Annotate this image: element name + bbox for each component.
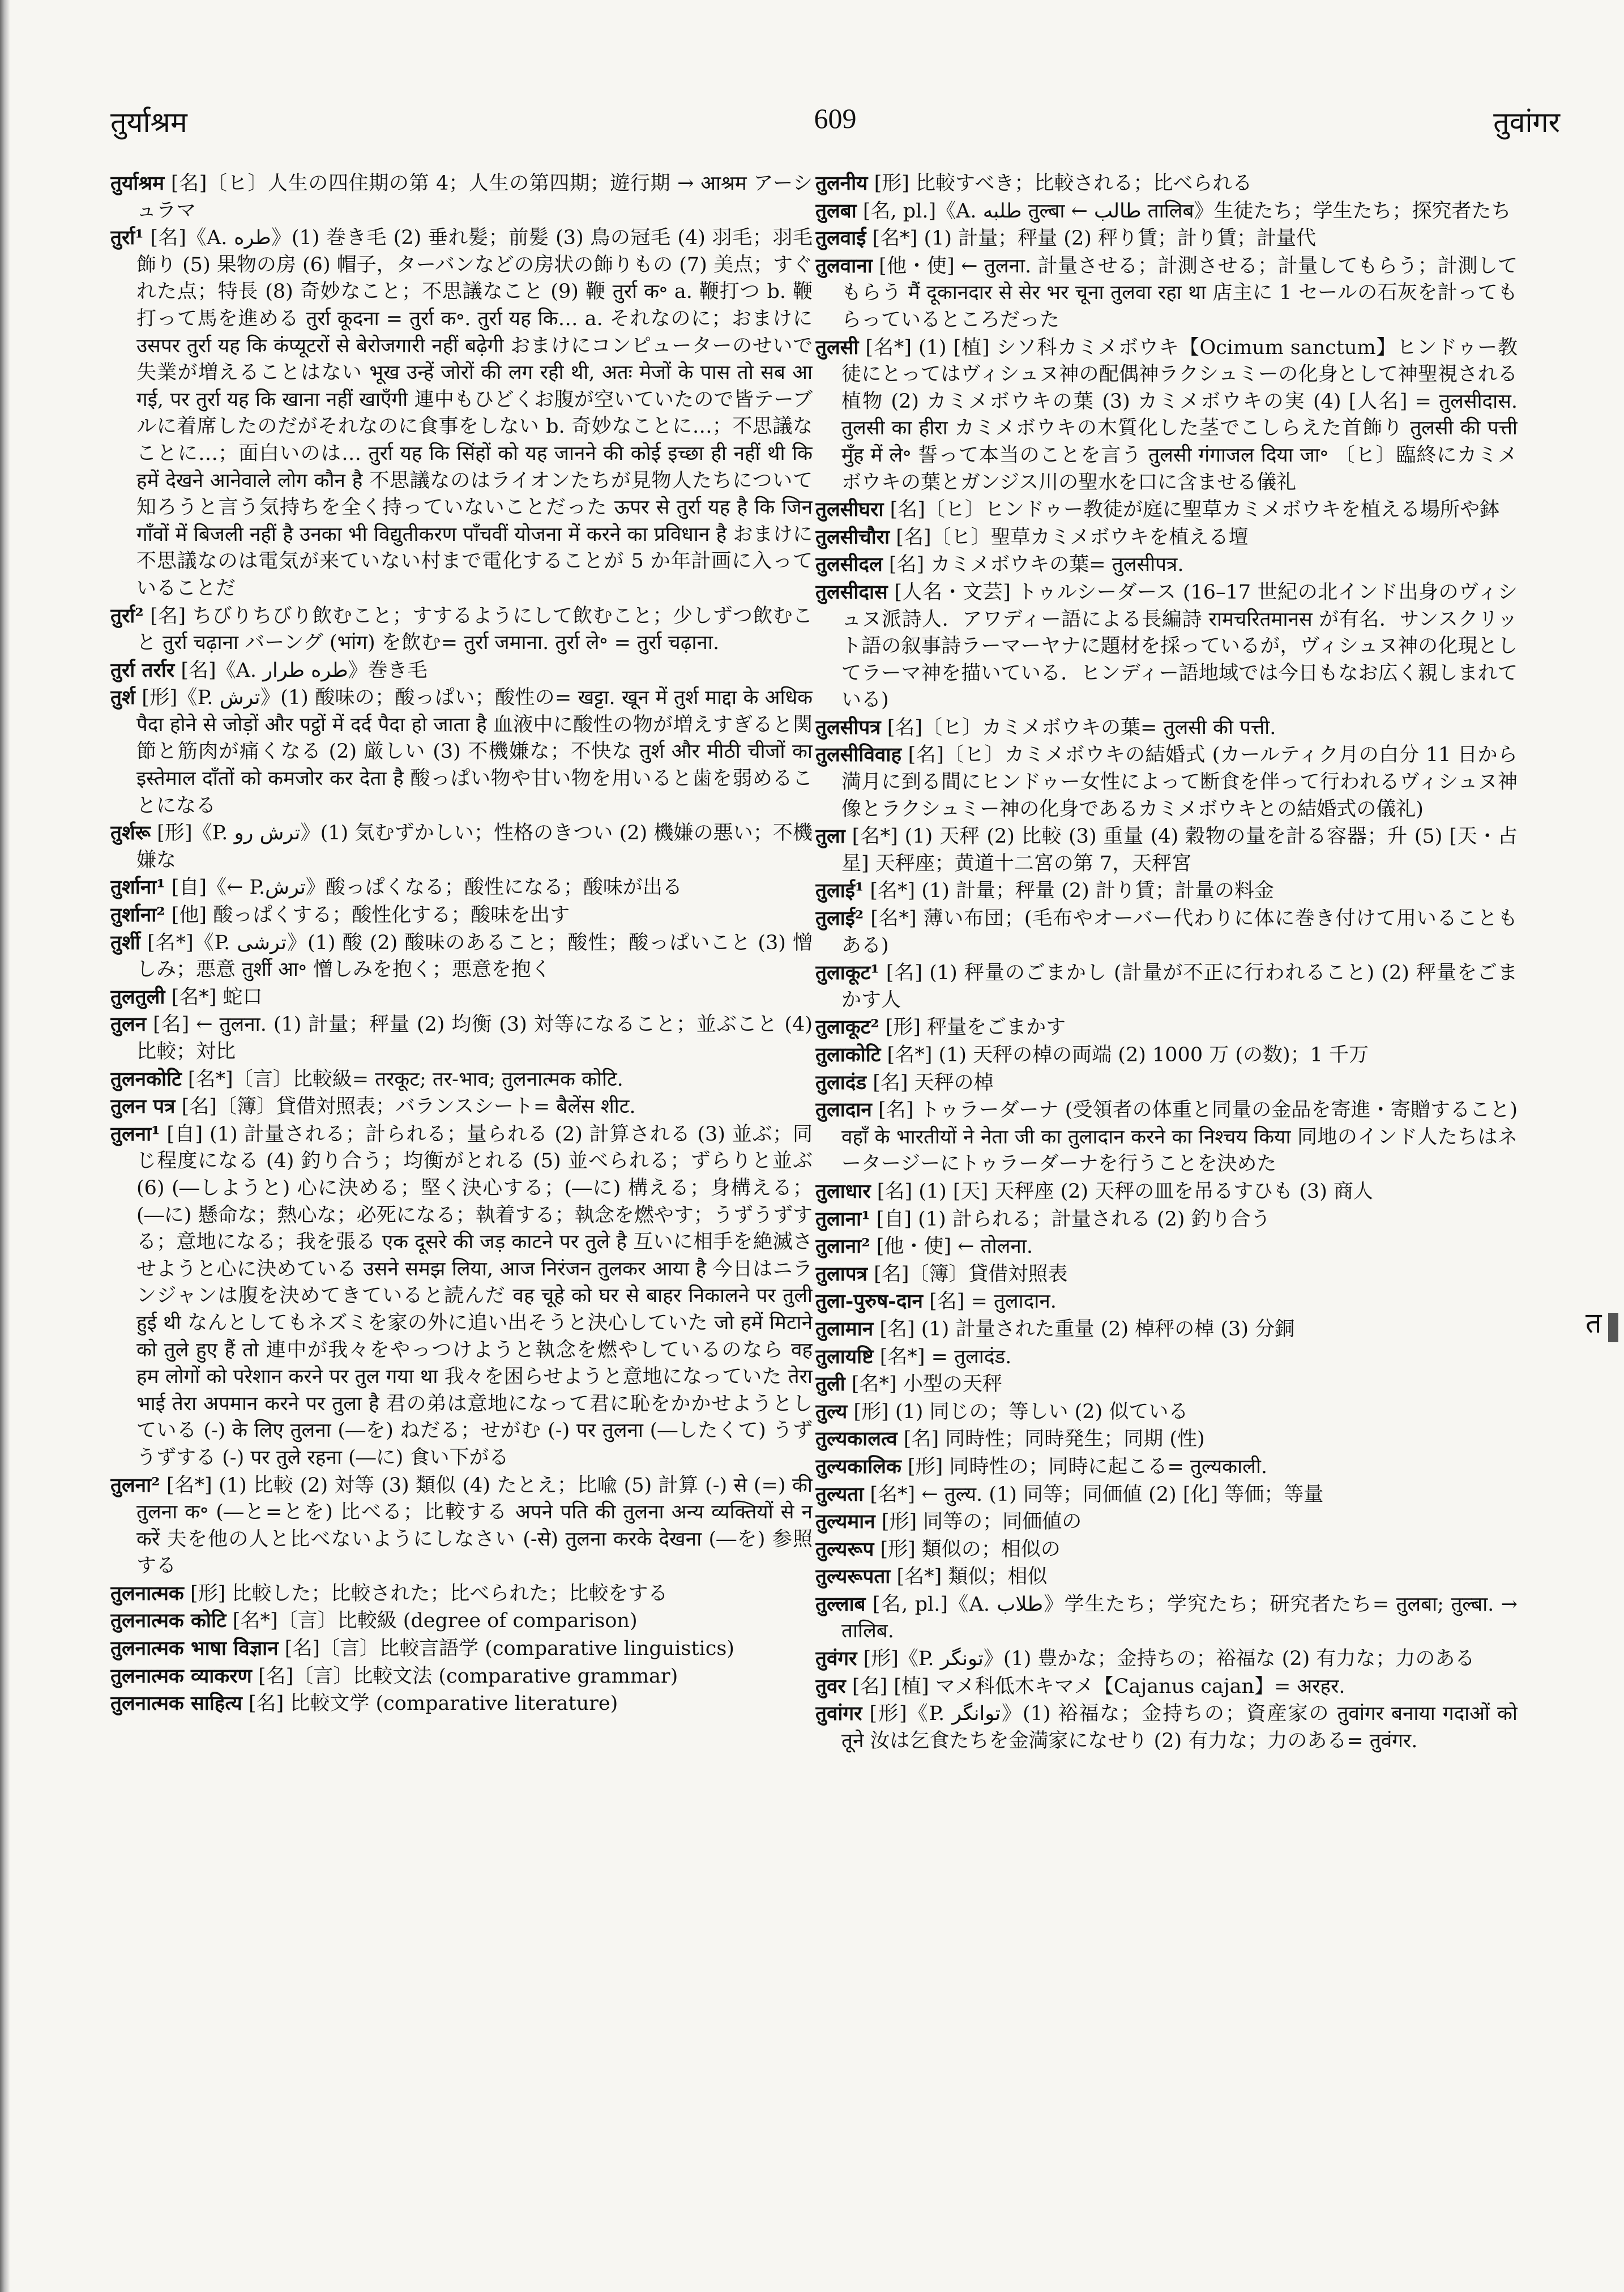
entry-definition: [名*] (1) 天秤 (2) 比較 (3) 重量 (4) 穀物の量を計る容器；升 (5) [天・占星] 天秤座；黄道十二宮の第 7，天秤宮: [841, 825, 1518, 875]
header-right-guide-word: तुवांगर: [1493, 106, 1560, 139]
entry-headword: तुल्यमान: [815, 1510, 875, 1534]
entry-definition: [形] 秤量をごまかす: [885, 1016, 1066, 1039]
dictionary-entry: [815, 253, 1518, 334]
entry-headword: तुलसीपत्र: [815, 715, 881, 739]
dictionary-entry: [110, 1635, 813, 1663]
entry-definition: [形]《P. ترش رو》(1) 気むずかしい；性格のきつい (2) 機嫌の悪い；不機嫌な: [136, 822, 813, 872]
entry-definition: [名] [植] マメ科低木キマメ【Cajanus cajan】= अरहर.: [852, 1675, 1345, 1698]
entry-definition: [名]〔ヒ〕人生の四住期の第 4；人生の第四期；遊行期 → आश्रम アーシュラマ: [136, 172, 813, 222]
dictionary-entry: [815, 714, 1518, 742]
entry-headword: तुल्य: [815, 1399, 848, 1423]
entry-headword: तुलनकोटि: [110, 1067, 182, 1091]
entry-definition: [形]《P. ترش》(1) 酸味の；酸っぱい；酸性の= खट्टा. खून में तुर्श माद्दा के अधिक पैदा होने से जोड़ों और पट्ठों में दर्द पैदा हो जाता है 血液中に酸性の物が増えすぎると関節と筋肉が痛くなる (2) 厳しい (3) 不機嫌な；不快な तुर्श और मीठी चीजों का इस्तेमाल दाँतों को कमजोर कर देता है 酸っぱい物や甘い物を用いると歯を弱めることになる: [136, 686, 813, 817]
entry-headword: तुला-पुरुष-दान: [815, 1290, 923, 1313]
dictionary-entry: [815, 1425, 1518, 1453]
dictionary-entry: [815, 524, 1518, 552]
entry-definition: [形] 同等の；同価値の: [881, 1510, 1082, 1534]
entry-headword: तुलसीचौरा: [815, 525, 890, 549]
entry-definition: [名*] (1) 天秤の棹の両端 (2) 1000 万 (の数)；1 千万: [887, 1044, 1369, 1066]
left-column: [110, 170, 813, 2209]
entry-definition: [名*] (1) [植] シソ科カミメボウキ【Ocimum sanctum】ヒンドゥー教徒にとってはヴィシュヌ神の配偶神ラクシュミーの化身として神聖視される植物 (2) カミメボウキの葉 (3) カミメボウキの実 (4) [人名] = तुलसीदास. तुलसी का हीरा カミメボウキの木質化した茎でこしらえた首飾り तुलसी की पत्ती मुँह में ले॰ 誓って本当のことを言う तुलसी गंगाजल दिया जा॰ 〔ヒ〕臨終にカミメボウキの葉とガンジス川の聖水を口に含ませる儀礼: [841, 336, 1518, 494]
entry-definition: [名]〔ヒ〕聖草カミメボウキを植える壇: [896, 526, 1249, 549]
entry-definition: [名]〔ヒ〕ヒンドゥー教徒が庭に聖草カミメボウキを植える場所や鉢: [890, 498, 1500, 522]
entry-headword: तुलसीघरा: [815, 498, 884, 522]
entry-headword: तुलना²: [110, 1473, 160, 1497]
entry-definition: [形]《P. توانگر》(1) 裕福な；金持ちの；資産家の तुवांगर बनाया गदाओं को तूने 汝は乞食たちを金満家になせり (2) 有力な；力のある= तुवंगर.: [841, 1702, 1518, 1752]
dictionary-entry: [110, 684, 813, 820]
dictionary-entry: [110, 657, 813, 685]
dictionary-entry: [815, 959, 1518, 1014]
entry-headword: तुलबा: [815, 199, 857, 223]
entry-headword: तुलसीदास: [815, 580, 888, 604]
entry-headword: तुल्यरूपता: [815, 1565, 891, 1589]
dictionary-entry: [815, 877, 1518, 905]
entry-headword: तुलाई²: [815, 907, 864, 931]
entry-headword: तुलना¹: [110, 1122, 160, 1146]
dictionary-entry: [815, 1096, 1518, 1178]
dictionary-entry: [815, 170, 1518, 198]
entry-definition: [名*] 蛇口: [171, 985, 263, 1009]
dictionary-entry: [815, 1233, 1518, 1261]
dictionary-entry: [815, 1288, 1518, 1316]
entry-headword: तुर्शरू: [110, 821, 151, 845]
entry-definition: [名] ちびりちびり飲むこと；すするようにして飲むこと；少しずつ飲むこと तुर्रा चढ़ाना バーング (भांग) を飲む= तुर्रा जमाना. तुर्रा ले॰ = तुर्रा चढ़ाना.: [136, 604, 813, 655]
entry-headword: तुर्श: [110, 686, 135, 710]
entry-definition: [名*] ← तुल्य. (1) 同等；同価値 (2) [化] 等価；等量: [870, 1483, 1324, 1506]
entry-headword: तुल्यकालिक: [815, 1454, 901, 1478]
entry-definition: [名]〔言〕比較言語学 (comparative linguistics): [284, 1637, 734, 1661]
entry-headword: तुलाकोटि: [815, 1043, 881, 1066]
entry-definition: [形] 同時性の；同時に起こる= तुल्यकाली.: [908, 1455, 1268, 1478]
dictionary-entry: [815, 1673, 1518, 1701]
dictionary-entry: [110, 1121, 813, 1472]
entry-definition: [名] (1) 計量された重量 (2) 棹秤の棹 (3) 分銅: [879, 1317, 1295, 1341]
entry-definition: [名] (1) 秤量のごまかし (計量が不正に行われること) (2) 秤量をごまかす人: [841, 962, 1518, 1011]
entry-headword: तुलवाना: [815, 254, 873, 278]
entry-headword: तुलसी: [815, 335, 859, 359]
dictionary-entry: [110, 1580, 813, 1608]
entry-definition: [名*] (1) 計量；秤量 (2) 計り賃；計量の料金: [870, 880, 1274, 903]
entry-headword: तुवंगर: [815, 1647, 857, 1671]
dictionary-entry: [815, 823, 1518, 877]
dictionary-entry: [815, 1645, 1518, 1673]
entry-headword: तुलनीय: [815, 172, 868, 195]
dictionary-entry: [110, 820, 813, 874]
entry-definition: [名]〔簿〕貸借対照表；バランスシート= बैलेंस शीट.: [181, 1095, 636, 1119]
dictionary-entry: [815, 1261, 1518, 1288]
dictionary-entry: [110, 1472, 813, 1580]
entry-headword: तुलनात्मक: [110, 1581, 184, 1605]
entry-definition: [名*] 小型の天秤: [851, 1373, 1002, 1396]
dictionary-entry: [110, 902, 813, 929]
entry-headword: तुलामान: [815, 1317, 874, 1341]
dictionary-entry: [110, 874, 813, 902]
section-tab-marker: [1608, 1313, 1618, 1342]
dictionary-entry: [815, 496, 1518, 524]
entry-headword: तुलादंड: [815, 1070, 867, 1094]
dictionary-entry: [110, 603, 813, 657]
dictionary-entry: [110, 1690, 813, 1718]
entry-definition: [名] トゥラーダーナ (受領者の体重と同量の金品を寄進・寄贈すること) वहाँ के भारतीयों ने नेता जी का तुलादान करने का निश्चय किया 同地のインド人たちはネータージーにトゥラーダーナを行うことを決めた: [841, 1099, 1518, 1176]
entry-headword: तुलनात्मक साहित्य: [110, 1692, 242, 1715]
dictionary-entry: [815, 1014, 1518, 1042]
dictionary-entry: [815, 1700, 1518, 1755]
dictionary-entry: [110, 1093, 813, 1121]
entry-headword: तुलापत्र: [815, 1262, 867, 1286]
entry-headword: तुवर: [815, 1674, 846, 1698]
entry-headword: तुर्शाना¹: [110, 876, 165, 899]
entry-headword: तुली: [815, 1372, 845, 1396]
entry-headword: तुलवाई: [815, 227, 866, 250]
entry-definition: [他・使] ← तुलना. 計量させる；計測させる；計量してもらう；計測してもらう मैं दूकानदार से सेर भर चूना तुलवा रहा था 店主に 1 セールの石灰を計ってもらっているところだった: [841, 254, 1518, 331]
dictionary-entry: [815, 1178, 1518, 1206]
dictionary-entry: [815, 1398, 1518, 1426]
page-number: 609: [814, 103, 857, 134]
entry-definition: [名, pl.]《A. طلاب》学生たち；学究たち；研究者たち= तुलबा; तुल्बा. → तालिब.: [841, 1593, 1518, 1643]
entry-definition: [名]《A. طره طرار》巻き毛: [181, 659, 428, 682]
entry-headword: तुलाकूट²: [815, 1015, 879, 1039]
entry-headword: तुलनात्मक भाषा विज्ञान: [110, 1637, 279, 1661]
dictionary-entry: [815, 1508, 1518, 1536]
entry-headword: तुलाना²: [815, 1235, 870, 1258]
entry-headword: तुलादान: [815, 1098, 872, 1122]
entry-headword: तुलाकूट¹: [815, 961, 879, 985]
entry-definition: [形] 類似の；相似の: [880, 1538, 1061, 1561]
dictionary-entry: [110, 1663, 813, 1691]
dictionary-entry: [110, 984, 813, 1011]
entry-headword: तुर्रा तर्रार: [110, 658, 175, 682]
dictionary-entry: [815, 1206, 1518, 1234]
dictionary-entry: [815, 198, 1518, 225]
dictionary-entry: [815, 1343, 1518, 1371]
entry-definition: [自]《← P.ترش》酸っぱくなる；酸性になる；酸味が出る: [171, 876, 682, 899]
entry-headword: तुलसीदल: [815, 553, 883, 577]
dictionary-entry: [815, 741, 1518, 823]
entry-headword: तुर्याश्रम: [110, 172, 165, 195]
entry-definition: [名]《A. طره》(1) 巻き毛 (2) 垂れ髪；前髪 (3) 鳥の冠毛 (4) 羽毛；羽毛飾り (5) 果物の房 (6) 帽子，ターバンなどの房状の飾りもの (7) 美点；すぐれた点；特長 (8) 奇妙なこと；不思議なこと (9) 鞭 तुर्रा क॰ a. 鞭打つ b. 鞭打って馬を進める तुर्रा कूदना = तुर्रा क॰. तुर्रा यह कि… a. それなのに；おまけに उसपर तुर्रा यह कि कंप्यूटरों से बेरोजगारी नहीं बढ़ेगी おまけにコンピューターのせいで失業が増えることはない भूख उन्हें जोरों की लग रही थी, अतः मेजों के पास तो सब आ गई, पर तुर्रा यह कि खाना नहीं खाएँगी 連中もひどくお腹が空いていたので皆テーブルに着席したのだがそれなのに食事をしない b. 奇妙なことに…；不思議なことに…；面白いのは… तुर्रा यह कि सिंहों को यह जानने की कोई इच्छा ही नहीं थी कि हमें देखने आनेवाले लोग कौन है 不思議なのはライオンたちが見物人たちについて知ろうと言う気持ちを全く持っていないことだった ऊपर से तुर्रा यह है कि जिन गाँवों में बिजली नहीं है उनका भी विद्युतीकरण पाँचवीं योजना में करने का प्रविधान है おまけに不思議なのは電気が来ていない村まで電化することが 5 か年計画に入っていることだ: [136, 227, 813, 600]
section-tab-letter: त: [1585, 1307, 1602, 1339]
entry-headword: तुलायष्टि: [815, 1345, 874, 1368]
entry-definition: [他] 酸っぱくする；酸性化する；酸味を出す: [171, 904, 570, 927]
entry-definition: [自] (1) 計られる；計量される (2) 釣り合う: [876, 1207, 1271, 1231]
dictionary-entry: [815, 905, 1518, 959]
entry-definition: [名]〔言〕比較文法 (comparative grammar): [258, 1664, 678, 1688]
entry-definition: [自] (1) 計量される；計られる；量られる (2) 計算される (3) 並ぶ；同じ程度になる (4) 釣り合う；均衡がとれる (5) 並べられる；ずらりと並ぶ (6) (―しようと) 心に決める；堅く決心する；(―に) 構える；身構える；(―に) 懸命な；熱心な；必死になる；執着する；執念を燃やす；うずうずする；意地になる；我を張る एक दूसरे की जड़ काटने पर तुले है 互いに相手を絶滅させようと心に決めている उसने समझ लिया, आज निरंजन तुलकर आया है 今日はニランジャンは腹を決めてきていると読んだ वह चूहे को घर से बाहर निकालने पर तुली हुई थी なんとしてもネズミを家の外に追い出そうと決心していた जो हमें मिटाने को तुले हुए हैं तो 連中が我々をやっつけようと執念を燃やしているのなら वह हम लोगों को परेशान करने पर तुल गया था 我々を困らせようと意地になっていた तेरा भाई तेरा अपमान करने पर तुला है 君の弟は意地になって君に恥をかかせようとしている (-) के लिए तुलना (―を) ねだる；せがむ (-) पर तुलना (―したくて) うずうずする (-) पर तुले रहना (―に) 食い下がる: [136, 1122, 813, 1469]
dictionary-entry: [815, 1453, 1518, 1481]
entry-headword: तुलनात्मक कोटि: [110, 1609, 226, 1633]
entry-definition: [名*] (1) 比較 (2) 対等 (3) 類似 (4) たとえ；比喩 (5) 計算 (-) से (=) की तुलना क॰ (―と=とを) 比べる；比較する अपने पति की तुलना अन्य व्यक्तियों से न करें 夫を他の人と比べないようにしなさい (-से) तुलना करके देखना (―を) 参照する: [136, 1474, 813, 1578]
entry-headword: तुलनात्मक व्याकरण: [110, 1664, 252, 1688]
page-header: [110, 102, 1560, 147]
dictionary-entry: [815, 1591, 1518, 1645]
entry-definition: [名]〔ヒ〕カミメボウキの結婚式 (カールティク月の白分 11 日から満月に到る間にヒンドゥー女性によって断食を伴って行われるヴィシュヌ神像とラクシュミー神の化身であるカミメボウキとの結婚式の儀礼): [841, 744, 1518, 821]
dictionary-entry: [815, 1563, 1518, 1591]
dictionary-entry: [110, 929, 813, 984]
entry-headword: तुलाई¹: [815, 879, 864, 903]
entry-definition: [名]〔ヒ〕カミメボウキの葉= तुलसी की पत्ती.: [887, 716, 1276, 739]
entry-headword: तुल्यरूप: [815, 1537, 874, 1561]
entry-headword: तुला: [815, 825, 845, 848]
dictionary-entry: [815, 1069, 1518, 1097]
dictionary-entry: [815, 551, 1518, 579]
entry-definition: [名*] = तुलादंड.: [879, 1345, 1012, 1368]
dictionary-entry: [110, 170, 813, 224]
dictionary-entry: [110, 1066, 813, 1094]
entry-headword: तुर्रा¹: [110, 226, 144, 250]
dictionary-entry: [815, 334, 1518, 497]
dictionary-entry: [815, 1042, 1518, 1069]
entry-headword: तुल्लाब: [815, 1592, 866, 1616]
entry-definition: [名] 比較文学 (comparative literature): [248, 1692, 618, 1715]
dictionary-entry: [815, 1371, 1518, 1398]
entry-definition: [名*]〔言〕比較級= तरकूट; तर-भाव; तुलनात्मक कोटि.: [187, 1068, 623, 1091]
entry-headword: तुल्यता: [815, 1482, 864, 1506]
dictionary-entry: [815, 1481, 1518, 1509]
entry-headword: तुर्शाना²: [110, 903, 165, 927]
dictionary-entry: [815, 1316, 1518, 1343]
entry-definition: [形]《P. تونگر》(1) 豊かな；金持ちの；裕福な (2) 有力な；力のある: [863, 1647, 1475, 1671]
entry-definition: [名*] 類似；相似: [896, 1565, 1048, 1589]
dictionary-entry: [815, 225, 1518, 253]
dictionary-entry: [815, 579, 1518, 714]
scan-edge-shadow: [0, 0, 10, 2292]
entry-headword: तुलसीविवाह: [815, 743, 902, 767]
header-left-guide-word: तुर्याश्रम: [110, 106, 187, 139]
dictionary-entry: [110, 224, 813, 602]
right-column: [815, 170, 1518, 2209]
entry-definition: [名] 同時性；同時発生；同期 (性): [903, 1428, 1205, 1451]
entry-headword: तुल्यकालत्व: [815, 1427, 898, 1451]
entry-headword: तुर्शी: [110, 931, 140, 954]
entry-definition: [他・使] ← तोलना.: [876, 1235, 1033, 1258]
entry-definition: [形] (1) 同じの；等しい (2) 似ている: [853, 1400, 1189, 1423]
entry-definition: [名*] 薄い布団；(毛布やオーバー代わりに体に巻き付けて用いることもある): [841, 907, 1518, 957]
entry-headword: तुलाना¹: [815, 1207, 870, 1231]
entry-headword: तुलाधार: [815, 1179, 871, 1203]
entry-definition: [人名・文芸] トゥルシーダース (16–17 世紀の北インド出身のヴィシュヌ派詩人．アワディー語による長編詩 रामचरितमानस が有名．サンスクリット語の叙事詩ラーマーヤナに題材を採っているが，ヴィシュヌ神の化現としてラーマ神を描いている．ヒンディー語地域では今日もなお広く親しまれている): [841, 581, 1518, 712]
entry-headword: तुलतुली: [110, 985, 165, 1009]
dictionary-entry: [110, 1011, 813, 1065]
entry-definition: [名] (1) [天] 天秤座 (2) 天秤の皿を吊るすひも (3) 商人: [877, 1180, 1374, 1203]
entry-definition: [名] ← तुलना. (1) 計量；秤量 (2) 均衡 (3) 対等になること；並ぶこと (4) 比較；対比: [136, 1013, 813, 1063]
entry-definition: [形] 比較すべき；比較される；比べられる: [874, 172, 1253, 195]
entry-headword: तुलन: [110, 1013, 147, 1036]
dictionary-entry: [110, 1607, 813, 1635]
entry-definition: [名] = तुलादान.: [929, 1290, 1057, 1313]
entry-definition: [名*] (1) 計量；秤量 (2) 秤り賃；計り賃；計量代: [872, 227, 1316, 250]
entry-headword: तुलन पत्र: [110, 1095, 176, 1119]
entry-definition: [名] カミメボウキの葉= तुलसीपत्र.: [888, 553, 1184, 577]
entry-definition: [名, pl.]《A. طلبه तुल्बा ← طالب तालिब》生徒たち；学生たち；探究者たち: [862, 199, 1511, 223]
entry-headword: तुवांगर: [815, 1702, 862, 1726]
entry-definition: [名]〔簿〕貸借対照表: [874, 1262, 1068, 1286]
entry-definition: [名] 天秤の棹: [873, 1071, 994, 1094]
entry-headword: तुर्रा²: [110, 604, 144, 628]
entry-definition: [名*]《P. ترشی》(1) 酸 (2) 酸味のあること；酸性；酸っぱいこと (3) 憎しみ；悪意 तुर्शी आ॰ 憎しみを抱く；悪意を抱く: [136, 931, 813, 981]
entry-definition: [形] 比較した；比較された；比べられた；比較をする: [190, 1582, 668, 1605]
dictionary-entry: [815, 1536, 1518, 1564]
entry-definition: [名*]〔言〕比較級 (degree of comparison): [232, 1610, 638, 1633]
